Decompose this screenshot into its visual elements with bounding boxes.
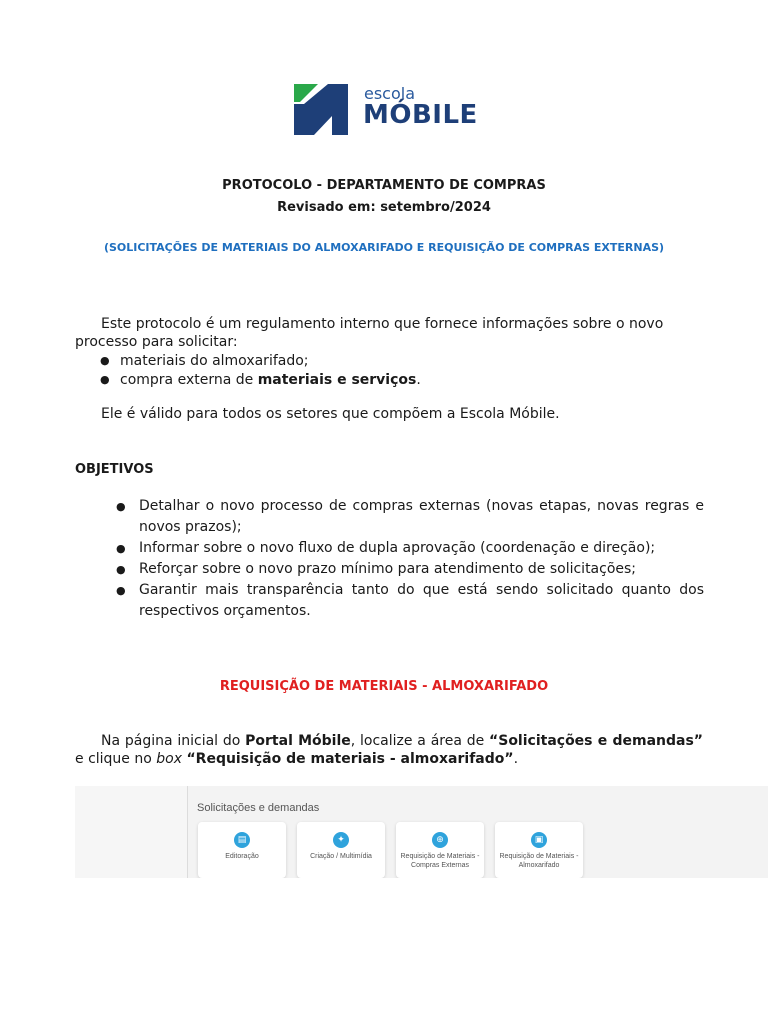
bullet-text: materiais do almoxarifado; bbox=[120, 353, 309, 369]
card-label: Editoração bbox=[225, 853, 259, 860]
text-part: . bbox=[513, 751, 519, 767]
document-title: PROTOCOLO - DEPARTAMENTO DE COMPRAS bbox=[222, 178, 546, 193]
box-word: box bbox=[156, 751, 183, 767]
objective-text: Detalhar o novo processo de compras externas (novas etapas, novas regras e novos prazos); bbox=[139, 498, 704, 535]
card-criacao-multimidia[interactable] bbox=[297, 822, 385, 878]
validity-paragraph: Ele é válido para todos os setores que compõem a Escola Móbile. bbox=[101, 406, 560, 422]
screenshot-sidebar bbox=[75, 786, 187, 878]
card-label: Requisição de Materiais - Compras Externas bbox=[400, 853, 480, 869]
bullet-text-bold: materiais e serviços bbox=[257, 372, 417, 388]
card-requisicao-compras-externas[interactable] bbox=[396, 822, 484, 878]
logo-text-small: escola bbox=[364, 84, 416, 103]
bullet-icon: ● bbox=[116, 563, 126, 576]
text-part: , localize a área de bbox=[350, 733, 490, 749]
bullet-icon: ● bbox=[116, 542, 126, 555]
box-icon: ▣ bbox=[531, 832, 547, 848]
area-name: “Solicitações e demandas” bbox=[489, 733, 703, 749]
bullet-icon: ● bbox=[116, 500, 126, 513]
intro-paragraph: Este protocolo é um regulamento interno que fornece informações sobre o novo processo para solicitar: bbox=[75, 316, 664, 350]
list-item bbox=[100, 352, 421, 371]
card-label: Criação / Multimídia bbox=[310, 853, 372, 860]
logo-text-big: MÓBILE bbox=[363, 100, 478, 130]
cart-icon: ⊕ bbox=[432, 832, 448, 848]
objectives-heading: OBJETIVOS bbox=[75, 462, 154, 477]
text-part: Na página inicial do bbox=[101, 733, 246, 749]
screenshot-heading: Solicitações e demandas bbox=[197, 802, 320, 814]
list-item bbox=[116, 496, 704, 538]
requisition-heading: REQUISIÇÃO DE MATERIAIS - ALMOXARIFADO bbox=[219, 679, 549, 694]
objective-text: Reforçar sobre o novo prazo mínimo para atendimento de solicitações; bbox=[139, 561, 637, 577]
bullet-text-prefix: compra externa de bbox=[120, 372, 258, 388]
objective-text: Garantir mais transparência tanto do que está sendo solicitado quanto dos respectivos orçamentos. bbox=[139, 582, 704, 619]
document-icon: ▤ bbox=[234, 832, 250, 848]
list-item bbox=[100, 371, 421, 390]
document-subtitle: (SOLICITAÇÕES DE MATERIAIS DO ALMOXARIFADO E REQUISIÇÃO DE COMPRAS EXTERNAS) bbox=[103, 241, 665, 254]
text-part: e clique no bbox=[75, 751, 157, 767]
portal-name: Portal Móbile bbox=[245, 733, 351, 749]
bullet-icon: ● bbox=[116, 584, 126, 597]
card-label: Requisição de Materiais - Almoxarifado bbox=[499, 853, 579, 869]
intro-bullet-list bbox=[100, 352, 421, 390]
objectives-list bbox=[116, 496, 704, 622]
list-item bbox=[116, 580, 704, 622]
portal-screenshot bbox=[75, 786, 768, 878]
bullet-text bbox=[120, 371, 421, 389]
requisition-paragraph bbox=[75, 732, 703, 768]
bullet-icon: ● bbox=[100, 373, 110, 386]
bullet-icon: ● bbox=[100, 354, 110, 367]
card-editoracao[interactable] bbox=[198, 822, 286, 878]
card-requisicao-almoxarifado[interactable] bbox=[495, 822, 583, 878]
escola-mobile-logo bbox=[292, 82, 492, 138]
objective-text: Informar sobre o novo fluxo de dupla aprovação (coordenação e direção); bbox=[139, 540, 656, 556]
list-item bbox=[116, 559, 704, 580]
lightbulb-icon: ✦ bbox=[333, 832, 349, 848]
bullet-text-suffix: . bbox=[416, 372, 421, 388]
logo-mark-icon bbox=[292, 82, 350, 138]
box-name: “Requisição de materiais - almoxarifado” bbox=[186, 751, 514, 767]
list-item bbox=[116, 538, 704, 559]
screenshot-panel bbox=[187, 786, 768, 878]
revision-date: Revisado em: setembro/2024 bbox=[277, 200, 491, 215]
